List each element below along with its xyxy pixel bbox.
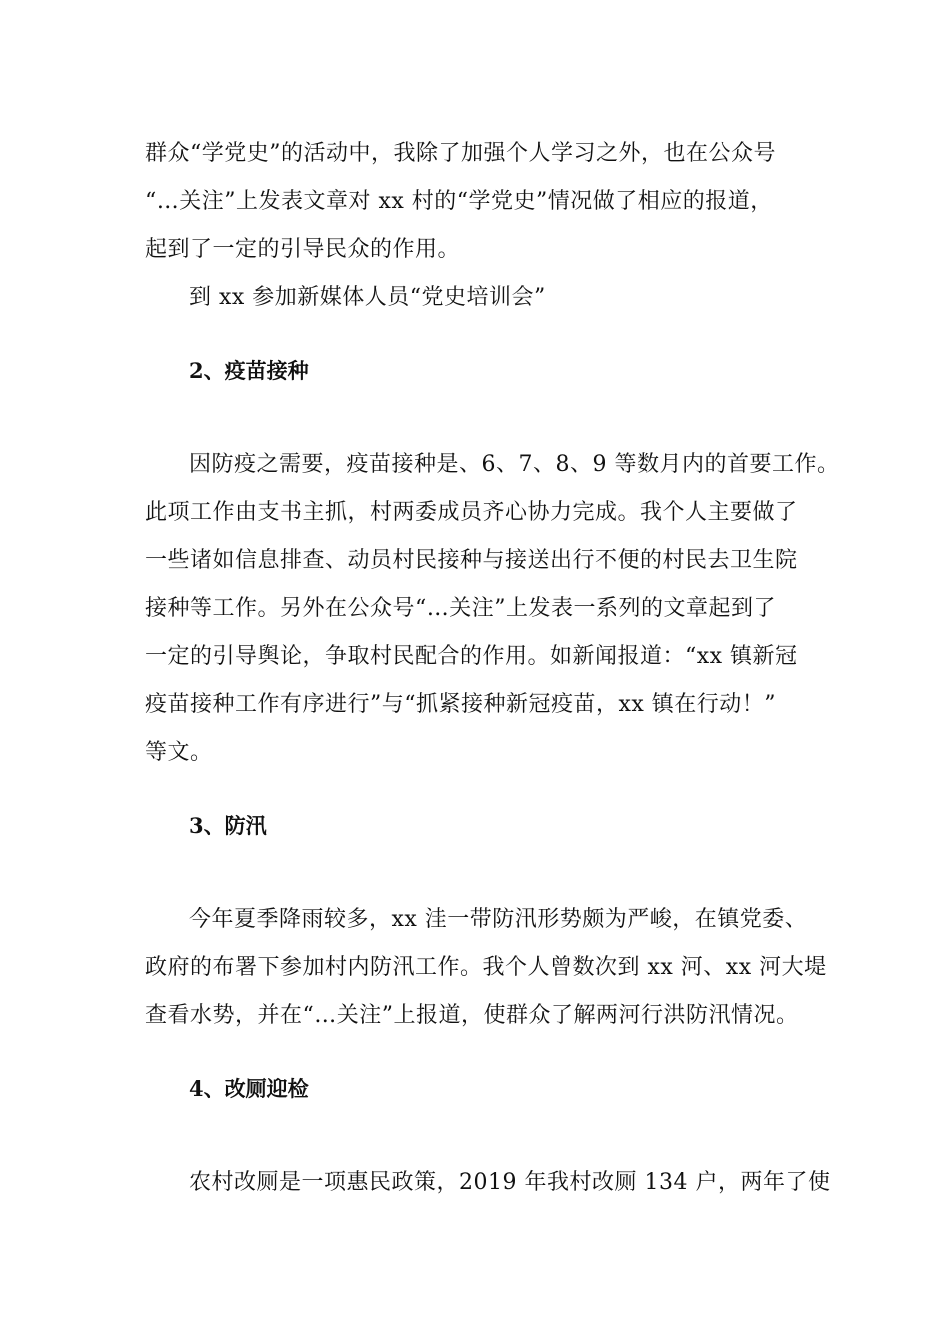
text-line: 因防疫之需要，疫苗接种是、6、7、8、9 等数月内的首要工作。: [189, 452, 840, 477]
text-line: 群众“学党史”的活动中，我除了加强个人学习之外，也在公众号: [145, 141, 776, 166]
document-page: [145, 130, 840, 1207]
text-line: 疫苗接种工作有序进行”与“抓紧接种新冠疫苗，xx 镇在行动！”: [145, 692, 777, 717]
text-line: 一定的引导舆论，争取村民配合的作用。如新闻报道：“xx 镇新冠: [145, 644, 798, 669]
vaccination-paragraph: [145, 441, 840, 777]
spacer: [145, 1040, 825, 1065]
text-line: 政府的布署下参加村内防汛工作。我个人曾数次到 xx 河、xx 河大堤: [145, 955, 827, 980]
text-line: 等文。: [145, 740, 213, 765]
text-line: 此项工作由支书主抓，村两委成员齐心协力完成。我个人主要做了: [145, 500, 798, 525]
text-line: 起到了一定的引导民众的作用。: [145, 237, 461, 262]
text-line: 查看水势，并在“…关注”上报道，使群众了解两河行洪防汛情况。: [145, 1003, 799, 1028]
text-line: 农村改厕是一项惠民政策，2019 年我村改厕 134 户，两年了使: [189, 1170, 831, 1195]
text-line: “…关注”上发表文章对 xx 村的“学党史”情况做了相应的报道，: [145, 189, 773, 214]
spacer: [145, 322, 825, 347]
spacer: [145, 777, 825, 802]
spacer: [145, 395, 825, 441]
spacer: [145, 1113, 825, 1159]
intro-paragraph: [145, 130, 825, 274]
flood-control-paragraph: [145, 896, 825, 1040]
spacer: [145, 850, 825, 896]
toilet-renovation-paragraph: [145, 1159, 831, 1207]
training-note: 到 xx 参加新媒体人员“党史培训会”: [189, 285, 546, 310]
text-line: 今年夏季降雨较多，xx 洼一带防汛形势颇为严峻，在镇党委、: [189, 907, 808, 932]
section-heading-toilet-renovation: 4、改厕迎检: [189, 1076, 309, 1101]
text-line: 一些诸如信息排查、动员村民接种与接送出行不便的村民去卫生院: [145, 548, 798, 573]
section-heading-vaccination: 2、疫苗接种: [189, 358, 309, 383]
section-heading-flood-control: 3、防汛: [189, 813, 267, 838]
text-line: 接种等工作。另外在公众号“…关注”上发表一系列的文章起到了: [145, 596, 776, 621]
